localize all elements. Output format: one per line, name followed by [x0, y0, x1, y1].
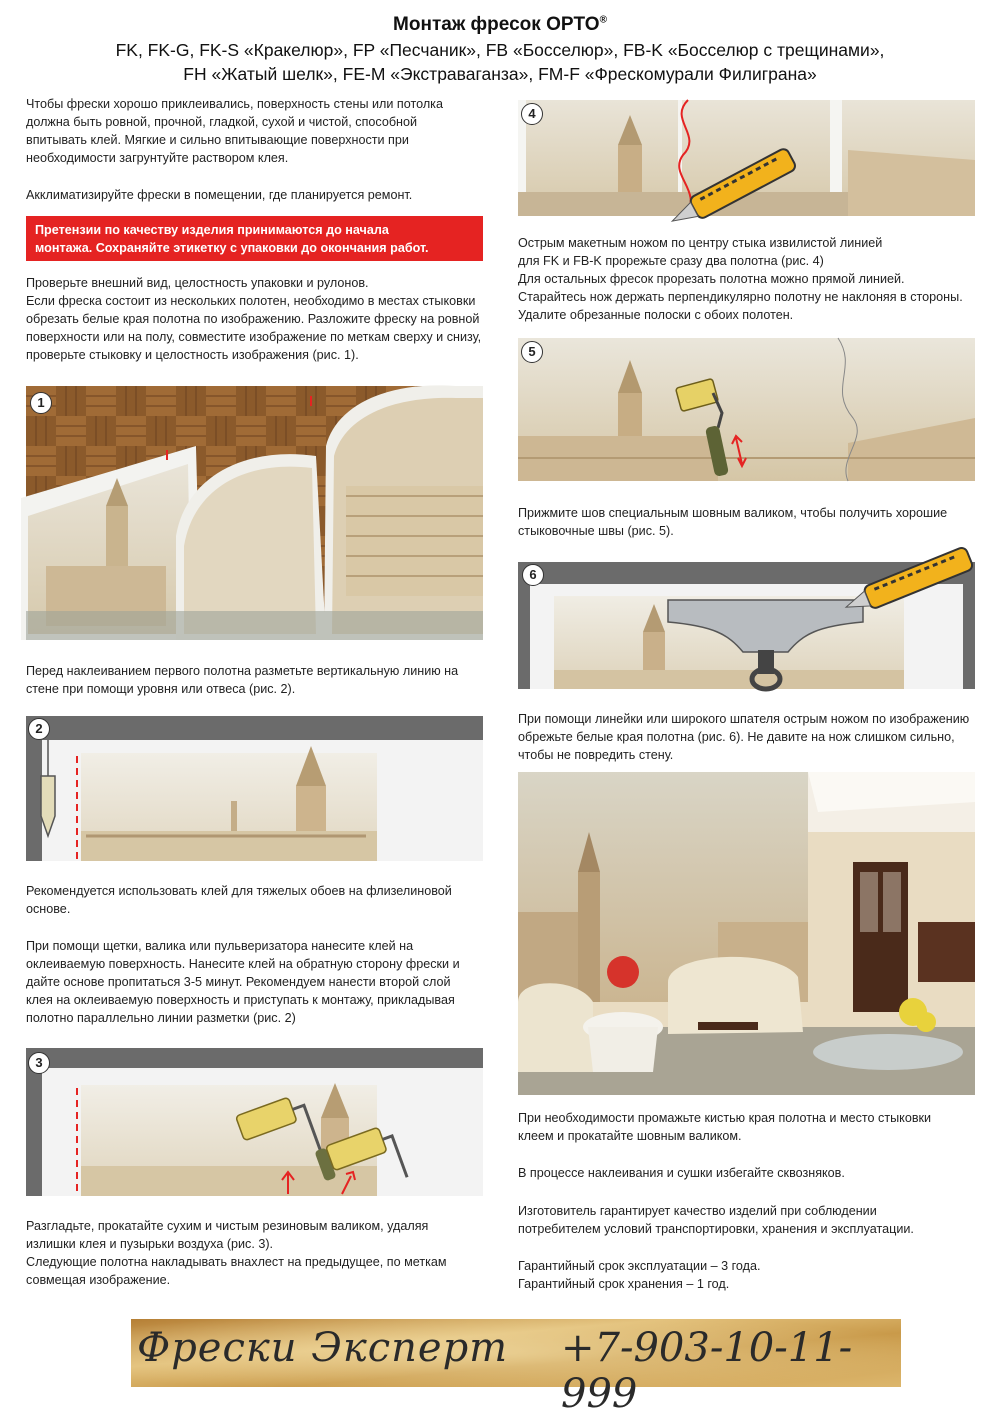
- figure-3-rolling: [26, 1048, 483, 1196]
- cutting-instructions: Острым макетным ножом по центру стыка извилистой линией для FK и FB-K прорежьте сразу два полотна (рис. 4) Для остальных фресок прорезать полотна можно прямой линией. Старайтесь нож держать перпендикулярно полотну не наклоняя в стороны. Удалите обрезанные полоски с обоих полотен.: [518, 236, 963, 322]
- brand-banner: [131, 1319, 901, 1417]
- quality-claims-warning: Претензии по качеству изделия принимаются до начала монтажа. Сохраняйте этикетку с упаковки до окончания работ.: [26, 216, 483, 261]
- figure-6-number: 6: [522, 564, 544, 586]
- figure-1-layout: [26, 386, 483, 640]
- acclimatize-note: Акклиматизируйте фрески в помещении, где планируется ремонт.: [26, 188, 413, 202]
- figure-5-seam-roller: [518, 338, 975, 481]
- figure-6-trimming: [518, 562, 975, 689]
- brush-instructions: При необходимости промажьте кистью края полотна и место стыковки клеем и прокатайте шовным валиком.: [518, 1111, 932, 1143]
- interior-photo: [518, 772, 975, 1095]
- figure-4-number: 4: [521, 103, 543, 125]
- interior-photo-illustration: [518, 772, 975, 1095]
- brand-phone: +7-903-10-11-999: [561, 1325, 853, 1417]
- figure-1-illustration: [26, 386, 483, 640]
- product-list-line-2: FH «Жатый шелк», FE-M «Экстраваганза», FM-F «Фрескомурали Филиграна»: [183, 64, 817, 84]
- brand-name: Фрески Эксперт: [137, 1325, 509, 1371]
- surface-requirements: Чтобы фрески хорошо приклеивались, поверхность стены или потолка должна быть ровной, прочной, гладкой, сухой и чистой, способной впитывать клей. Мягкие и сильно впитывающие поверхности при необходимости загрунтуйте раствором клея.: [26, 97, 443, 165]
- figure-2-plumb-line: [26, 716, 483, 861]
- warranty-use: Гарантийный срок эксплуатации – 3 года.: [518, 1259, 761, 1273]
- figure-5-number: 5: [521, 341, 543, 363]
- manufacturer-guarantee: Изготовитель гарантирует качество изделий при соблюдении потребителем условий транспортировки, хранения и эксплуатации.: [518, 1204, 914, 1236]
- page-title: Монтаж фресок OPTO®: [393, 14, 607, 35]
- figure-4-cutting: [518, 100, 975, 216]
- glue-application: При помощи щетки, валика или пульверизатора нанесите клей на оклеиваемую поверхность. Нанесите клей на обратную сторону фрески и дайте основе пропитаться 3-5 минут. Рекомендуем нанести второй слой клея на оклеиваемую поверхность и приступать к монтажу, прикладывая полотно параллельно линии разметки (рис. 2): [26, 939, 460, 1025]
- figure-2-number: 2: [28, 718, 50, 740]
- figure-3-illustration: [26, 1048, 483, 1196]
- product-list-line-1: FK, FK-G, FK-S «Кракелюр», FP «Песчаник», FB «Босселюр», FB-K «Босселюр с трещинами»,: [115, 40, 885, 60]
- trimming-instructions: При помощи линейки или широкого шпателя острым ножом по изображению обрежьте белые края полотна (рис. 6). Не давите на нож слишком сильно, чтобы не повредить стену.: [518, 712, 970, 762]
- figure-3-number: 3: [28, 1052, 50, 1074]
- figure-5-illustration: [518, 338, 975, 481]
- smoothing-instructions: Разгладьте, прокатайте сухим и чистым резиновым валиком, удаляя излишки клея и пузырьки воздуха (рис. 3). Следующие полотна накладывать внахлест на предыдущее, по меткам совмещая изображение.: [26, 1219, 447, 1287]
- vertical-line-instructions: Перед наклеиванием первого полотна разметьте вертикальную линию на стене при помощи уровня или отвеса (рис. 2).: [26, 664, 459, 696]
- check-instructions: Проверьте внешний вид, целостность упаковки и рулонов. Если фреска состоит из нескольких полотен, необходимо в местах стыковки обрезать белые края полотна по изображению. Разложите фреску на ровной поверхности или на полу, совместите изображение по меткам сверху и снизу, проверьте стыковку и целостность изображения (рис. 1).: [26, 276, 482, 362]
- seam-press-instructions: Прижмите шов специальным шовным валиком, чтобы получить хорошие стыковочные швы (рис. 5).: [518, 506, 948, 538]
- figure-6-illustration: [518, 562, 975, 689]
- figure-4-illustration: [518, 100, 975, 216]
- warranty-storage: Гарантийный срок хранения – 1 год.: [518, 1277, 730, 1291]
- figure-2-illustration: [26, 716, 483, 861]
- figure-1-number: 1: [30, 392, 52, 414]
- glue-recommendation: Рекомендуется использовать клей для тяжелых обоев на флизелиновой основе.: [26, 884, 452, 916]
- drafts-note: В процессе наклеивания и сушки избегайте сквозняков.: [518, 1166, 845, 1180]
